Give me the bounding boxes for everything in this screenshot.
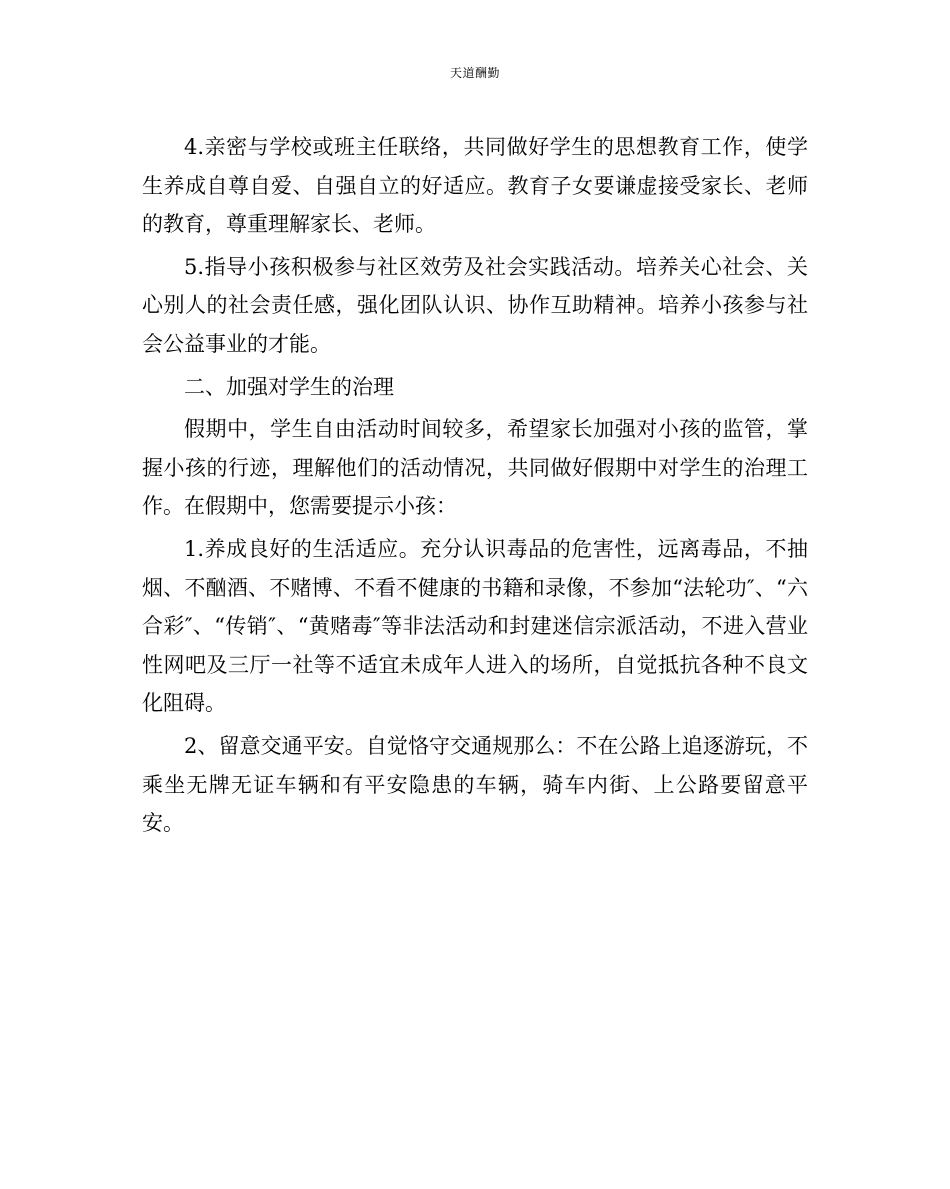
- section-heading: 二、加强对学生的治理: [184, 374, 394, 399]
- page-header: 天道酬勤: [449, 66, 500, 80]
- document-body: [142, 128, 808, 843]
- paragraph-item-2: 2、留意交通平安。自觉恪守交通规那么：不在公路上追逐游玩，不乘坐无牌无证车辆和有平安隐患的车辆，骑车内街、上公路要留意平安。: [142, 733, 808, 836]
- paragraph-item-1: 1.养成良好的生活适应。充分认识毒品的危害性，远离毒品，不抽烟、不酗酒、不赌博、不看不健康的书籍和录像，不参加“法轮功″、“六合彩″、“传销″、“黄赌毒″等非法活动和封建迷信宗派活动，不进入营业性网吧及三厅一社等不适宜未成年人进入的场所，自觉抵抗各种不良文化阻碍。: [142, 536, 808, 716]
- paragraph-item-5: 5.指导小孩积极参与社区效劳及社会实践活动。培养关心社会、关心别人的社会责任感，强化团队认识、协作互助精神。培养小孩参与社会公益事业的才能。: [142, 254, 808, 356]
- paragraph-intro: 假期中，学生自由活动时间较多，希望家长加强对小孩的监管，掌握小孩的行迹，理解他们的活动情况，共同做好假期中对学生的治理工作。在假期中，您需要提示小孩：: [142, 417, 808, 519]
- paragraph-item-4: 4.亲密与学校或班主任联络，共同做好学生的思想教育工作，使学生养成自尊自爱、自强自立的好适应。教育子女要谦虚接受家长、老师的教育，尊重理解家长、老师。: [142, 135, 808, 237]
